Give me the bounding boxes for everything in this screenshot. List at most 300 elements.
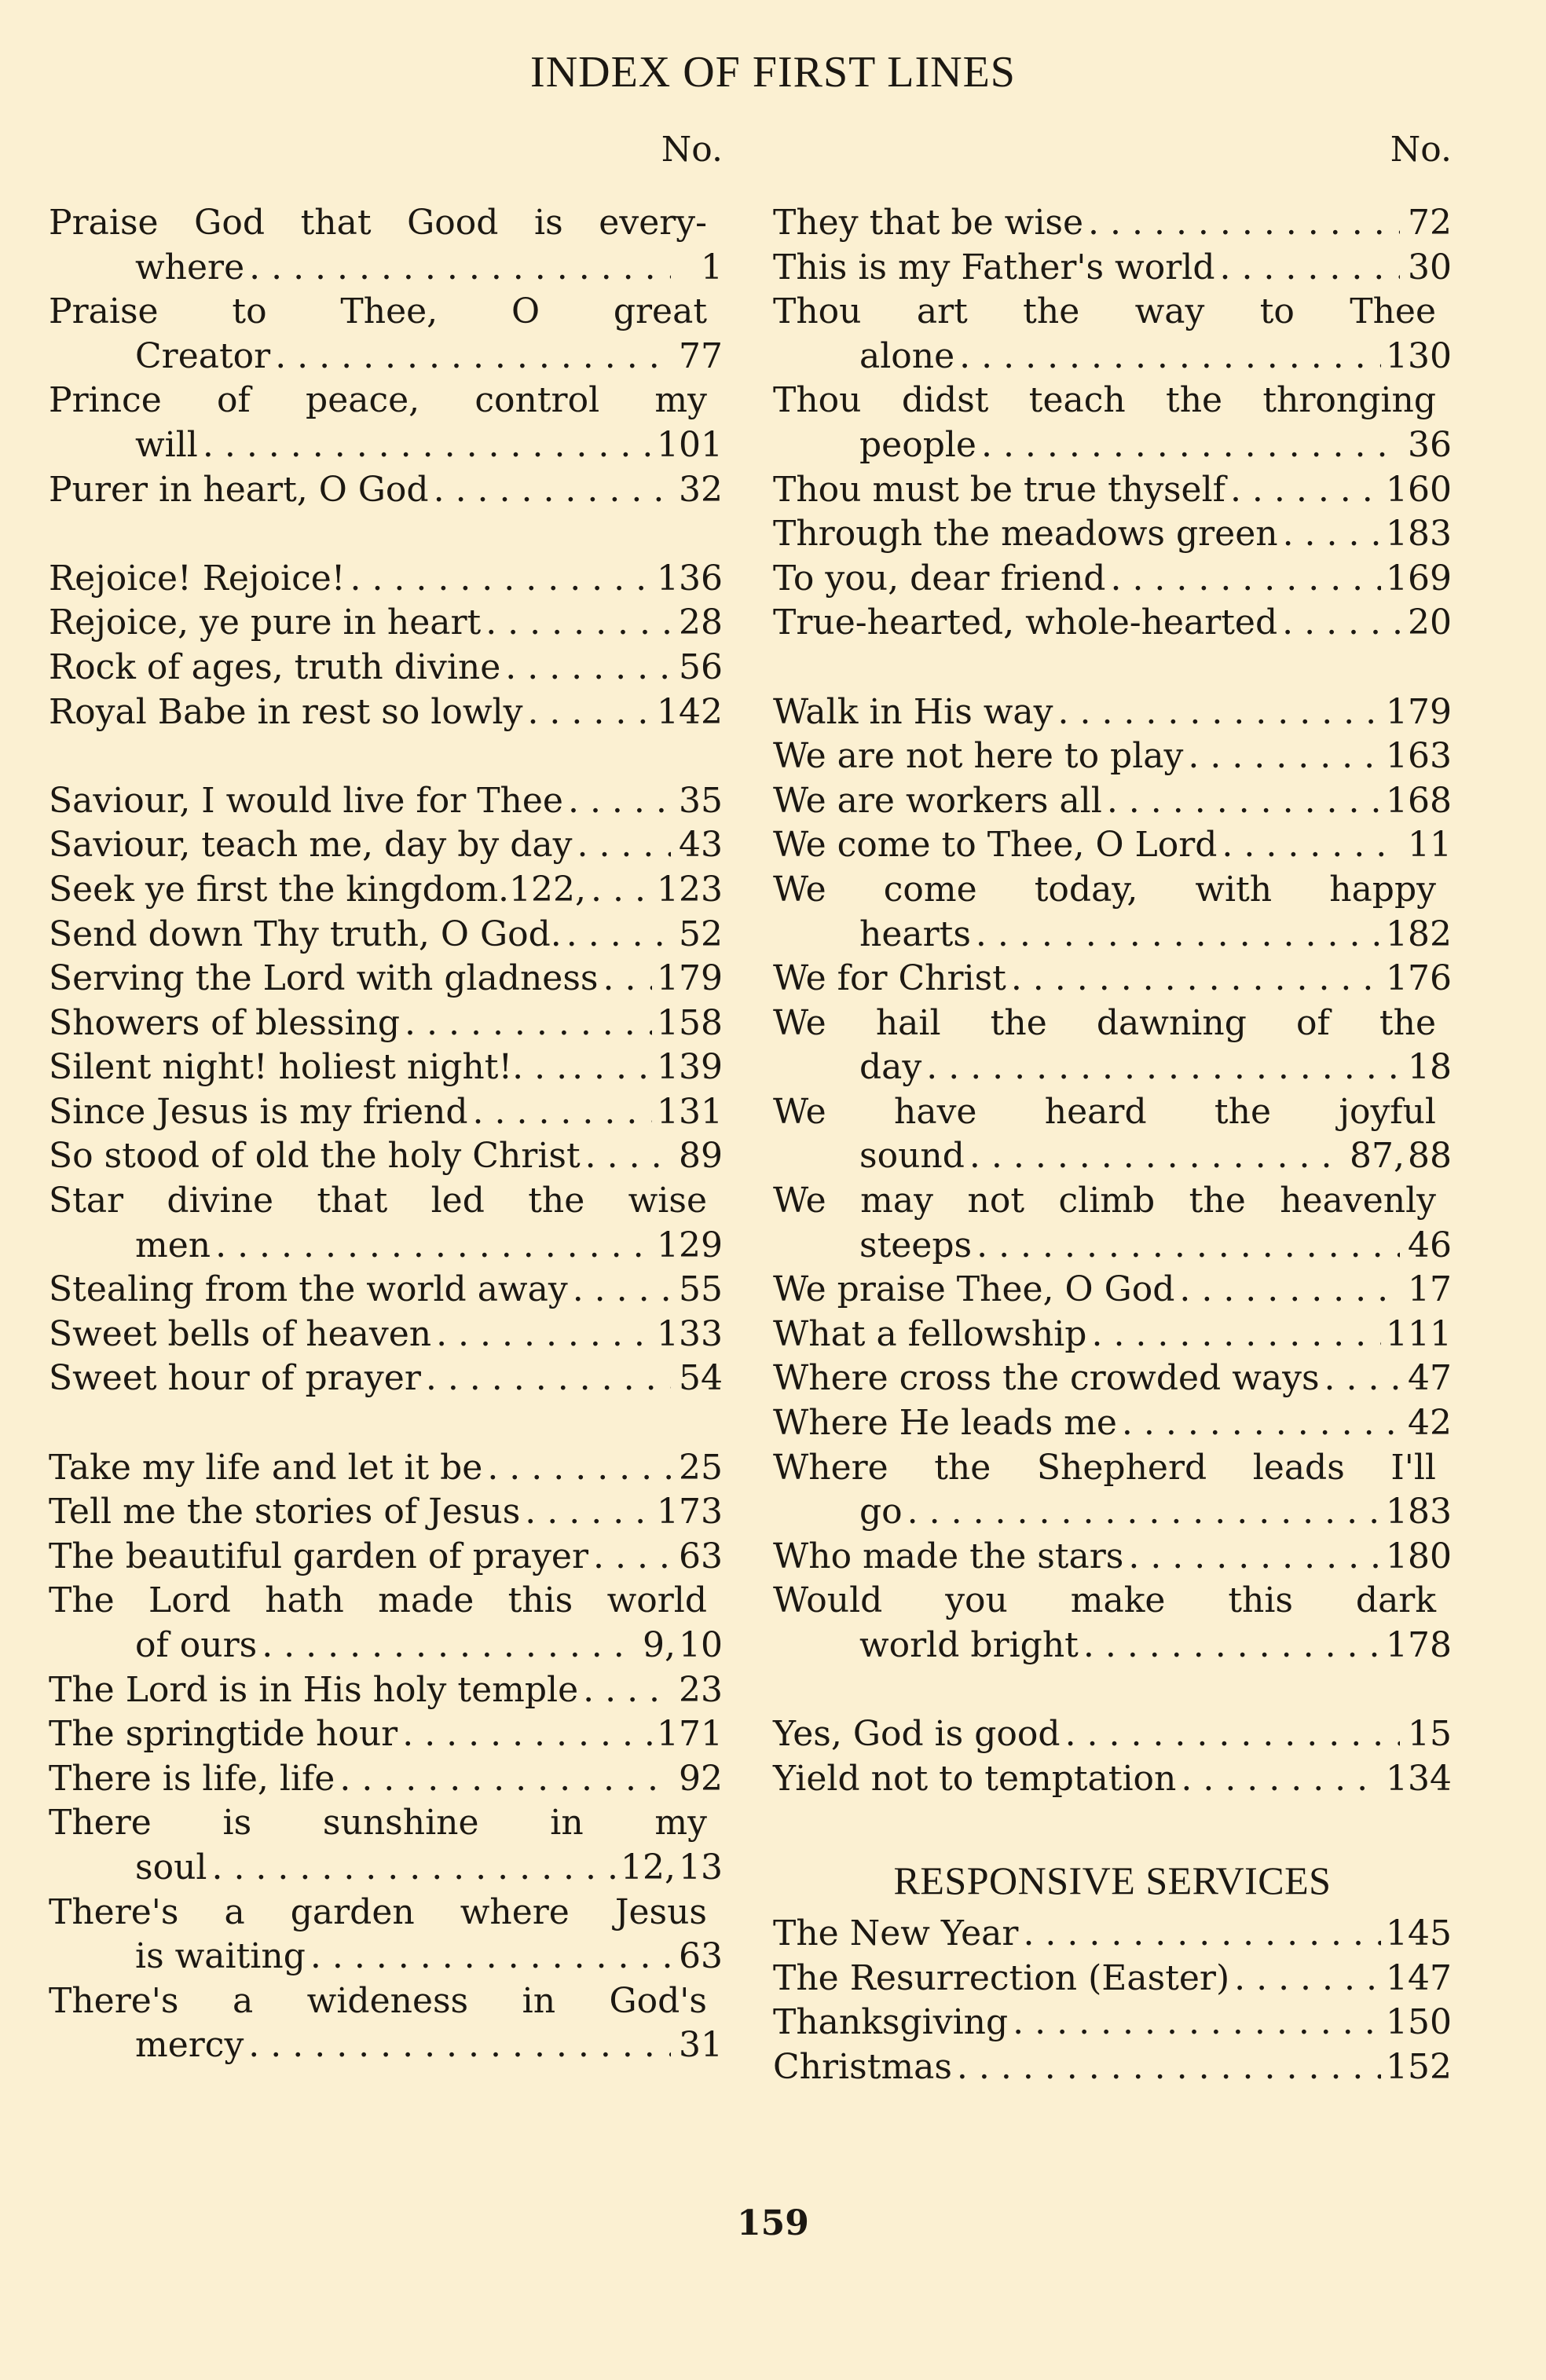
hymn-number: 36 xyxy=(1408,424,1452,465)
hymn-number: 142 xyxy=(657,691,723,732)
index-entry xyxy=(49,1268,723,1313)
entry-continuation-line xyxy=(773,1490,1452,1535)
dot-leader xyxy=(1179,1268,1400,1313)
entry-continuation-line xyxy=(773,423,1452,468)
responsive-services-heading: RESPONSIVE SERVICES xyxy=(893,1858,1332,1902)
dot-leader xyxy=(1088,201,1400,246)
hymn-number: 72 xyxy=(1408,203,1452,243)
hymn-number: 179 xyxy=(1386,691,1452,732)
entry-first-line xyxy=(49,290,723,335)
dot-leader xyxy=(603,957,653,1001)
entry-continuation-line xyxy=(773,913,1452,957)
first-line-text: Where the Shepherd leads I'll xyxy=(773,1447,1436,1488)
section-gap xyxy=(773,1801,1452,1846)
entry-continuation-line xyxy=(49,423,723,468)
index-entry xyxy=(49,1313,723,1357)
dot-leader xyxy=(568,779,671,824)
dot-leader xyxy=(1083,1624,1381,1668)
right-index-entries xyxy=(773,201,1452,1801)
dot-leader xyxy=(436,1313,652,1357)
first-line-text: Showers of blessing xyxy=(49,1002,401,1043)
right-entry-list xyxy=(773,201,1452,2089)
entry-first-line xyxy=(773,379,1452,423)
dot-leader xyxy=(215,1224,652,1269)
first-line-text: Royal Babe in rest so lowly xyxy=(49,691,523,732)
left-entry-list xyxy=(49,201,723,2068)
hymn-number: 134 xyxy=(1386,1758,1452,1799)
index-entry xyxy=(49,1535,723,1580)
first-line-text: True-hearted, whole-hearted xyxy=(773,602,1278,643)
index-entry xyxy=(773,1357,1452,1401)
first-line-text: So stood of old the holy Christ xyxy=(49,1136,581,1177)
first-line-text: mercy xyxy=(135,2025,244,2066)
index-entry xyxy=(49,1891,723,1979)
entry-first-line xyxy=(49,1490,723,1535)
index-entry xyxy=(773,201,1452,246)
hymn-number: 131 xyxy=(657,1091,723,1132)
hymn-number: 42 xyxy=(1408,1403,1452,1444)
hymn-number: 145 xyxy=(1386,1913,1452,1953)
entry-first-line xyxy=(49,1313,723,1357)
index-entry xyxy=(49,1179,723,1268)
entry-continuation-line xyxy=(49,1224,723,1269)
index-entry xyxy=(773,1712,1452,1757)
hymn-number: 136 xyxy=(657,558,723,599)
dot-leader xyxy=(585,1134,671,1179)
first-line-text: Seek ye first the kingdom.122, xyxy=(49,869,586,910)
entry-first-line xyxy=(49,1757,723,1802)
first-line-text: There is sunshine in my xyxy=(49,1803,707,1844)
dot-leader xyxy=(1011,957,1381,1001)
entry-first-line xyxy=(49,1179,723,1224)
dot-leader xyxy=(1065,1712,1400,1757)
dot-leader xyxy=(487,1446,671,1491)
entry-first-line xyxy=(773,1313,1452,1357)
entry-first-line xyxy=(49,646,723,690)
index-entry xyxy=(49,379,723,467)
first-line-text: where xyxy=(135,247,245,287)
entry-first-line xyxy=(773,734,1452,779)
dot-leader xyxy=(593,1535,671,1580)
index-entry xyxy=(773,2045,1452,2090)
hymn-number-ref: 9, xyxy=(643,1625,676,1665)
entry-first-line xyxy=(773,957,1452,1001)
entry-first-line xyxy=(773,1957,1452,2001)
first-line-text: Thou art the way to Thee xyxy=(773,291,1436,332)
section-gap xyxy=(49,734,723,779)
first-line-text: Send down Thy truth, O God. xyxy=(49,914,562,954)
first-line-text: The New Year xyxy=(773,1913,1019,1953)
first-line-text: Purer in heart, O God xyxy=(49,469,429,510)
entry-first-line xyxy=(773,201,1452,246)
first-line-text: There is life, life xyxy=(49,1758,335,1799)
entry-continuation-line xyxy=(773,335,1452,379)
entry-continuation-line xyxy=(49,2023,723,2068)
first-line-text: Yes, God is good xyxy=(773,1714,1061,1755)
entry-first-line xyxy=(773,1446,1452,1491)
entry-continuation-line xyxy=(49,335,723,379)
first-line-text: We come today, with happy xyxy=(773,869,1436,910)
entry-first-line xyxy=(773,601,1452,646)
hymn-number: 111 xyxy=(1386,1313,1452,1354)
entry-first-line xyxy=(773,1712,1452,1757)
entry-first-line xyxy=(49,379,723,423)
first-line-text: world bright xyxy=(859,1625,1079,1665)
first-line-text: alone xyxy=(859,335,955,376)
dot-leader xyxy=(1188,734,1381,779)
entry-continuation-line xyxy=(49,1935,723,1979)
number-column-header: No. xyxy=(661,130,723,170)
first-line-text: Where He leads me xyxy=(773,1403,1117,1444)
index-entry xyxy=(773,557,1452,602)
first-line-text: We hail the dawning of the xyxy=(773,1002,1436,1043)
entry-first-line xyxy=(773,1535,1452,1580)
first-line-text: go xyxy=(859,1492,903,1532)
hymn-number: 55 xyxy=(679,1269,723,1310)
first-line-text: There's a wideness in God's xyxy=(49,1980,707,2021)
index-entry xyxy=(773,734,1452,779)
first-line-text: of ours xyxy=(135,1625,258,1665)
first-line-text: This is my Father's world xyxy=(773,247,1215,287)
dot-leader xyxy=(1107,779,1381,824)
index-entry xyxy=(49,201,723,290)
first-line-text: The springtide hour xyxy=(49,1714,398,1755)
first-line-text: Rejoice! Rejoice! xyxy=(49,558,346,599)
index-entry xyxy=(49,601,723,646)
hymn-number: 89 xyxy=(679,1136,723,1177)
hymn-number: 133 xyxy=(657,1313,723,1354)
entry-continuation-line xyxy=(773,1134,1452,1179)
first-line-text: There's a garden where Jesus xyxy=(49,1891,707,1932)
hymn-number: 163 xyxy=(1386,736,1452,777)
number-column-header: No. xyxy=(1390,130,1452,170)
hymn-number: 160 xyxy=(1386,469,1452,510)
index-entry xyxy=(773,1535,1452,1580)
dot-leader xyxy=(203,423,652,468)
entry-continuation-line xyxy=(49,246,723,291)
first-line-text: soul xyxy=(135,1847,207,1888)
hymn-number: 35 xyxy=(679,780,723,821)
entry-first-line xyxy=(49,1979,723,2024)
entry-first-line xyxy=(773,690,1452,735)
hymn-number: 18 xyxy=(1408,1047,1452,1088)
first-line-text: Stealing from the world away xyxy=(49,1269,568,1310)
first-line-text: The Resurrection (Easter) xyxy=(773,1957,1230,1998)
entry-first-line xyxy=(49,779,723,824)
entry-first-line xyxy=(773,1912,1452,1957)
dot-leader xyxy=(434,468,671,513)
hymn-number: 139 xyxy=(657,1047,723,1088)
entry-first-line xyxy=(773,557,1452,602)
dot-leader xyxy=(525,1490,652,1535)
entry-first-line xyxy=(49,1801,723,1846)
entry-first-line xyxy=(49,1891,723,1935)
first-line-text: We praise Thee, O God xyxy=(773,1269,1175,1310)
dot-leader xyxy=(275,335,671,379)
index-entry xyxy=(49,779,723,824)
first-line-text: Sweet hour of prayer xyxy=(49,1358,421,1399)
hymn-number: 47 xyxy=(1408,1358,1452,1399)
dot-leader xyxy=(402,1712,652,1757)
hymn-number: 169 xyxy=(1386,558,1452,599)
dot-leader xyxy=(1283,512,1381,557)
dot-leader xyxy=(426,1357,671,1401)
first-line-text: We are not here to play xyxy=(773,736,1184,777)
dot-leader xyxy=(907,1490,1381,1535)
first-line-text: Who made the stars xyxy=(773,1536,1124,1576)
page-number: 159 xyxy=(737,2203,809,2243)
first-line-text: Silent night! holiest night!. . . xyxy=(49,1047,568,1088)
index-entry xyxy=(49,1490,723,1535)
first-line-text: To you, dear friend xyxy=(773,558,1106,599)
dot-leader xyxy=(572,1045,652,1090)
entry-first-line xyxy=(49,1268,723,1313)
entry-continuation-line xyxy=(773,1624,1452,1668)
entry-first-line xyxy=(773,1090,1452,1135)
first-line-text: We may not climb the heavenly xyxy=(773,1181,1436,1221)
first-line-text: is waiting xyxy=(135,1936,306,1977)
dot-leader xyxy=(981,423,1400,468)
hymn-number: 183 xyxy=(1386,514,1452,555)
first-line-text: Take my life and let it be xyxy=(49,1447,483,1488)
first-line-text: We have heard the joyful xyxy=(773,1091,1436,1132)
section-gap xyxy=(773,646,1452,690)
entry-first-line xyxy=(49,1579,723,1624)
index-entry xyxy=(773,246,1452,291)
entry-first-line xyxy=(49,1446,723,1491)
dot-leader xyxy=(566,913,671,957)
first-line-text: Walk in His way xyxy=(773,691,1053,732)
hymn-number: 88 xyxy=(1408,1136,1452,1177)
dot-leader xyxy=(959,335,1381,379)
hymn-number: 180 xyxy=(1386,1536,1452,1576)
dot-leader xyxy=(591,868,652,913)
dot-leader xyxy=(505,646,671,690)
dot-leader xyxy=(1023,1912,1381,1957)
index-entry xyxy=(49,957,723,1001)
index-entry xyxy=(773,1446,1452,1535)
index-entry xyxy=(49,1134,723,1179)
hymn-number: 123 xyxy=(657,869,723,910)
entry-continuation-line xyxy=(49,1624,723,1668)
entry-first-line xyxy=(773,290,1452,335)
hymn-number: 168 xyxy=(1386,780,1452,821)
index-entry xyxy=(49,1801,723,1890)
hymn-number: 32 xyxy=(679,469,723,510)
hymn-number-ref: 12, xyxy=(621,1847,676,1888)
index-entry xyxy=(49,823,723,868)
dot-leader xyxy=(248,2023,671,2068)
entry-continuation-line xyxy=(49,1846,723,1891)
dot-leader xyxy=(1324,1357,1400,1401)
dot-leader xyxy=(485,601,671,646)
first-line-text: Praise God that Good is every- xyxy=(49,203,707,243)
first-line-text: men xyxy=(135,1225,211,1265)
entry-first-line xyxy=(49,957,723,1001)
entry-first-line xyxy=(773,1001,1452,1046)
dot-leader xyxy=(976,1224,1400,1269)
index-entry xyxy=(49,1090,723,1135)
dot-leader xyxy=(1222,823,1400,868)
first-line-text: What a fellowship xyxy=(773,1313,1087,1354)
first-line-text: sound xyxy=(859,1136,965,1177)
hymn-number: 173 xyxy=(657,1492,723,1532)
index-entry xyxy=(773,868,1452,957)
entry-continuation-line xyxy=(773,1224,1452,1269)
hymn-number: 30 xyxy=(1408,247,1452,287)
entry-first-line xyxy=(49,601,723,646)
dot-leader xyxy=(1122,1401,1400,1446)
first-line-text: Thanksgiving xyxy=(773,2002,1009,2043)
dot-leader xyxy=(1219,246,1400,291)
dot-leader xyxy=(1013,2001,1381,2045)
first-line-text: We come to Thee, O Lord xyxy=(773,825,1218,866)
hymn-number: 31 xyxy=(679,2025,723,2066)
index-entry xyxy=(773,1001,1452,1090)
index-entry xyxy=(49,913,723,957)
dot-leader xyxy=(957,2045,1381,2090)
dot-leader xyxy=(249,246,671,291)
first-line-text: will xyxy=(135,424,198,465)
first-line-text: The beautiful garden of prayer xyxy=(49,1536,589,1576)
entry-first-line xyxy=(773,1401,1452,1446)
index-entry xyxy=(773,1090,1452,1179)
first-line-text: Sweet bells of heaven xyxy=(49,1313,432,1354)
section-gap xyxy=(49,512,723,557)
first-line-text: people xyxy=(859,424,976,465)
entry-first-line xyxy=(49,1001,723,1046)
hymn-number: 171 xyxy=(657,1714,723,1755)
entry-first-line xyxy=(49,1357,723,1401)
entry-first-line xyxy=(773,468,1452,513)
hymn-number: 13 xyxy=(679,1847,723,1888)
index-entry xyxy=(773,468,1452,513)
first-line-text: Serving the Lord with gladness xyxy=(49,958,599,999)
entry-first-line xyxy=(773,2045,1452,2090)
entry-first-line xyxy=(773,1179,1452,1224)
hymn-number: 11 xyxy=(1408,825,1452,866)
first-line-text: Would you make this dark xyxy=(773,1580,1436,1621)
index-entry xyxy=(49,1045,723,1090)
dot-leader xyxy=(473,1090,652,1135)
index-entry xyxy=(49,646,723,690)
first-line-text: We are workers all xyxy=(773,780,1102,821)
hymn-number: 63 xyxy=(679,1536,723,1576)
first-line-text: day xyxy=(859,1047,922,1088)
index-entry xyxy=(773,601,1452,646)
hymn-number: 28 xyxy=(679,602,723,643)
hymn-number: 178 xyxy=(1386,1625,1452,1665)
dot-leader xyxy=(577,823,671,868)
dot-leader xyxy=(350,557,652,602)
index-entry xyxy=(773,1313,1452,1357)
dot-leader xyxy=(1058,690,1382,735)
first-line-text: Thou didst teach the thronging xyxy=(773,380,1436,421)
index-entry xyxy=(49,868,723,913)
dot-leader xyxy=(405,1001,652,1046)
hymn-number: 43 xyxy=(679,825,723,866)
dot-leader xyxy=(310,1935,671,1979)
entry-first-line xyxy=(773,246,1452,291)
first-line-text: Tell me the stories of Jesus xyxy=(49,1492,521,1532)
index-entry xyxy=(773,779,1452,824)
index-entry xyxy=(49,557,723,602)
entry-first-line xyxy=(773,1357,1452,1401)
dot-leader xyxy=(976,913,1381,957)
hymn-number: 176 xyxy=(1386,958,1452,999)
hymn-number: 25 xyxy=(679,1447,723,1488)
index-entry xyxy=(49,1757,723,1802)
first-line-text: hearts xyxy=(859,914,971,954)
hymn-number: 52 xyxy=(679,914,723,954)
first-line-text: Saviour, teach me, day by day xyxy=(49,825,573,866)
hymn-number: 147 xyxy=(1386,1957,1452,1998)
entry-first-line xyxy=(49,690,723,735)
hymn-number: 101 xyxy=(657,424,723,465)
index-entry xyxy=(773,1268,1452,1313)
dot-leader xyxy=(1128,1535,1381,1580)
hymn-number: 92 xyxy=(679,1758,723,1799)
index-entry xyxy=(49,1979,723,2068)
index-entry xyxy=(49,1446,723,1491)
first-line-text: Saviour, I would live for Thee xyxy=(49,780,563,821)
entry-first-line xyxy=(773,779,1452,824)
index-entry xyxy=(773,823,1452,868)
hymn-number: 17 xyxy=(1408,1269,1452,1310)
entry-first-line xyxy=(49,868,723,913)
hymn-number: 130 xyxy=(1386,335,1452,376)
entry-first-line xyxy=(49,201,723,246)
hymn-number: 129 xyxy=(657,1225,723,1265)
index-entry xyxy=(773,1401,1452,1446)
first-line-text: Praise to Thee, O great xyxy=(49,291,707,332)
hymn-number: 182 xyxy=(1386,914,1452,954)
index-entry xyxy=(49,1712,723,1757)
responsive-services-entries xyxy=(773,1912,1452,2089)
first-line-text: Star divine that led the wise xyxy=(49,1181,707,1221)
entry-continuation-line xyxy=(773,1045,1452,1090)
section-gap xyxy=(773,1668,1452,1713)
hymn-number-ref: 87, xyxy=(1350,1136,1405,1177)
dot-leader xyxy=(339,1757,671,1802)
first-line-text: steeps xyxy=(859,1225,973,1265)
dot-leader xyxy=(583,1668,671,1713)
entry-first-line xyxy=(49,1712,723,1757)
hymn-number: 152 xyxy=(1386,2046,1452,2087)
index-entry xyxy=(49,690,723,735)
entry-first-line xyxy=(773,823,1452,868)
first-line-text: Thou must be true thyself xyxy=(773,469,1225,510)
first-line-text: Where cross the crowded ways xyxy=(773,1358,1320,1399)
index-entry xyxy=(773,1912,1452,1957)
index-entry xyxy=(773,1757,1452,1802)
dot-leader xyxy=(926,1045,1400,1090)
dot-leader xyxy=(211,1846,616,1891)
hymn-number: 56 xyxy=(679,646,723,687)
entry-first-line xyxy=(49,1134,723,1179)
entry-first-line xyxy=(773,512,1452,557)
entry-first-line xyxy=(49,913,723,957)
index-entry xyxy=(49,1001,723,1046)
dot-leader xyxy=(1282,601,1400,646)
hymn-number: 15 xyxy=(1408,1714,1452,1755)
hymn-number: 46 xyxy=(1408,1225,1452,1265)
hymn-number: 1 xyxy=(701,247,723,287)
index-entry xyxy=(49,1668,723,1713)
first-line-text: Since Jesus is my friend xyxy=(49,1091,468,1132)
index-entry xyxy=(773,290,1452,379)
first-line-text: Rejoice, ye pure in heart xyxy=(49,602,482,643)
